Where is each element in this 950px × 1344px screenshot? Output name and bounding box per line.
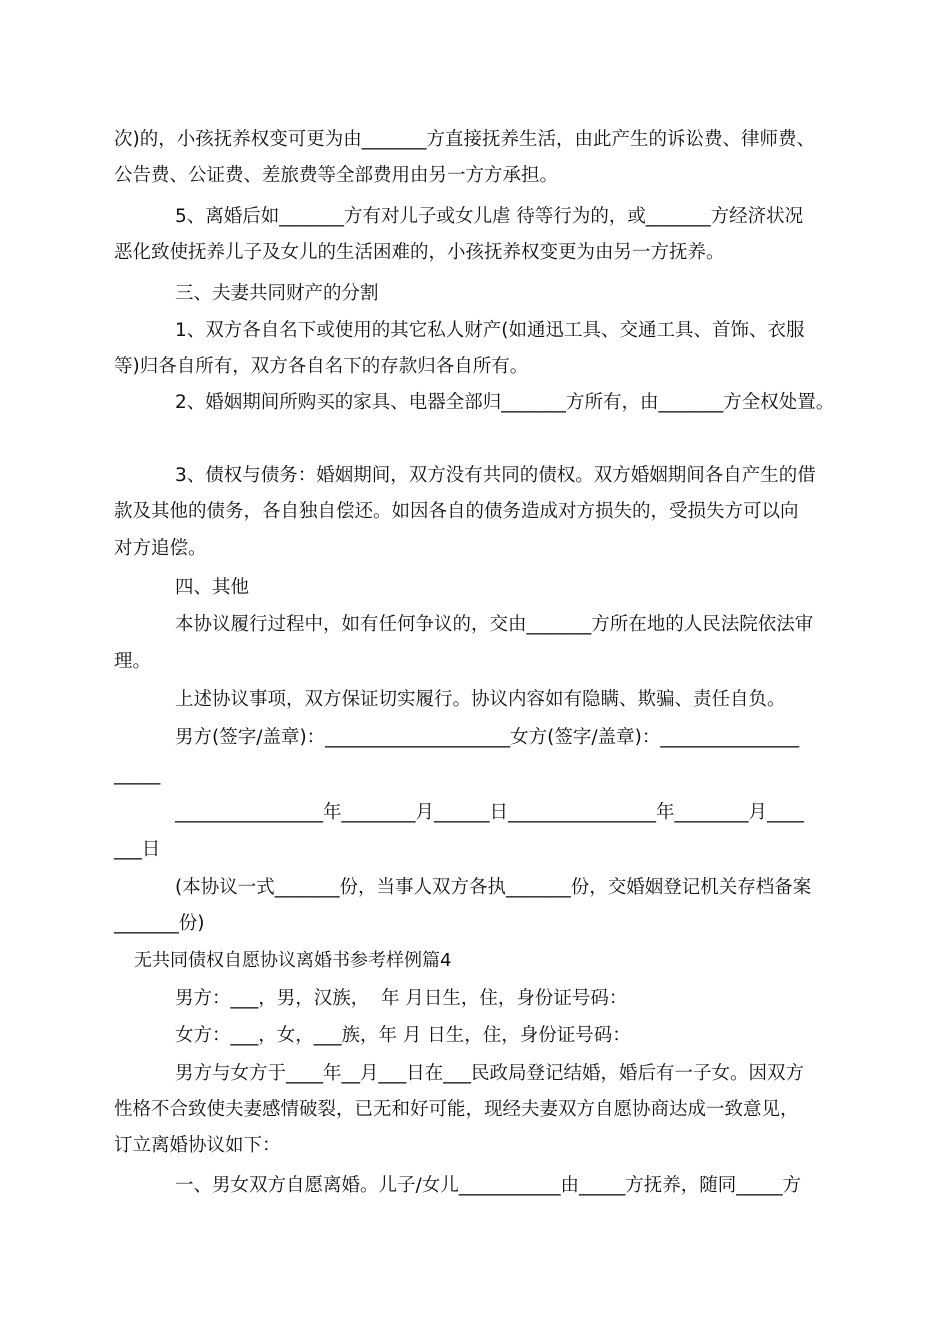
marriage-line-1: 男方与女方于____年__月___日在___民政局登记结婚，婚后有一子女。因双方: [175, 1063, 805, 1084]
dispute-line-2: 理。: [114, 651, 152, 672]
section-4-heading: 四、其他: [175, 577, 250, 598]
text-line-1: 次)的，小孩抚养权变可更为由_______方直接抚养生活，由此产生的诉讼费、律师费、: [114, 129, 815, 150]
clause-3-3-line-3: 对方追偿。: [114, 538, 207, 559]
clause-3-2-line: 2、婚姻期间所购买的家具、电器全部归_______方所有，由_______方全权处置。: [175, 392, 835, 413]
clause-5-line-2: 恶化致使抚养儿子及女儿的生活困难的，小孩抚养权变更为由另一方抚养。: [114, 242, 725, 263]
female-party-line: 女方：___，女，___族，年 月 日生，住，身份证号码：: [175, 1025, 631, 1046]
clause-3-3-line-2: 款及其他的债务，各自独自偿还。如因各自的债务造成对方损失的，受损失方可以向: [114, 501, 799, 522]
clause-3-1-line-2: 等)归各自所有，双方各自名下的存款归各自所有。: [114, 356, 529, 377]
clause-5-line-1: 5、离婚后如_______方有对儿子或女儿虐 待等行为的，或_______方经济状况: [175, 206, 804, 227]
guarantee-line: 上述协议事项，双方保证切实履行。协议内容如有隐瞒、欺骗、责任自负。: [175, 689, 786, 710]
copies-line-2: _______份): [114, 913, 205, 934]
date-line-1: ________________年________月______日________________年________月____: [175, 802, 805, 823]
marriage-line-3: 订立离婚协议如下：: [114, 1135, 281, 1156]
sample-4-title: 无共同债权自愿协议离婚书参考样例篇4: [134, 950, 452, 971]
section-3-heading: 三、夫妻共同财产的分割: [175, 283, 379, 304]
clause-3-1-line-1: 1、双方各自名下或使用的其它私人财产(如通迅工具、交通工具、首饰、衣服: [175, 320, 805, 341]
clause-1-line: 一、男女双方自愿离婚。儿子/女儿___________由_____方抚养，随同_____方: [175, 1175, 801, 1196]
dispute-line-1: 本协议履行过程中，如有任何争议的，交由_______方所在地的人民法院依法审: [175, 614, 814, 635]
text-line-2: 公告费、公证费、差旅费等全部费用由另一方方承担。: [114, 165, 559, 186]
copies-line-1: (本协议一式_______份，当事人双方各执_______份，交婚姻登记机关存档备案: [175, 877, 812, 898]
date-line-2: ___日: [114, 839, 161, 860]
signature-line-2: _____: [114, 764, 161, 785]
signature-line-1: 男方(签字/盖章)：____________________女方(签字/盖章)：_______________: [175, 727, 800, 748]
male-party-line: 男方：___，男，汉族， 年 月日生，住，身份证号码：: [175, 988, 628, 1009]
marriage-line-2: 性格不合致使夫妻感情破裂，已无和好可能，现经夫妻双方自愿协商达成一致意见，: [114, 1099, 799, 1120]
clause-3-3-line-1: 3、债权与债务：婚姻期间，双方没有共同的债权。双方婚姻期间各自产生的借: [175, 465, 816, 486]
